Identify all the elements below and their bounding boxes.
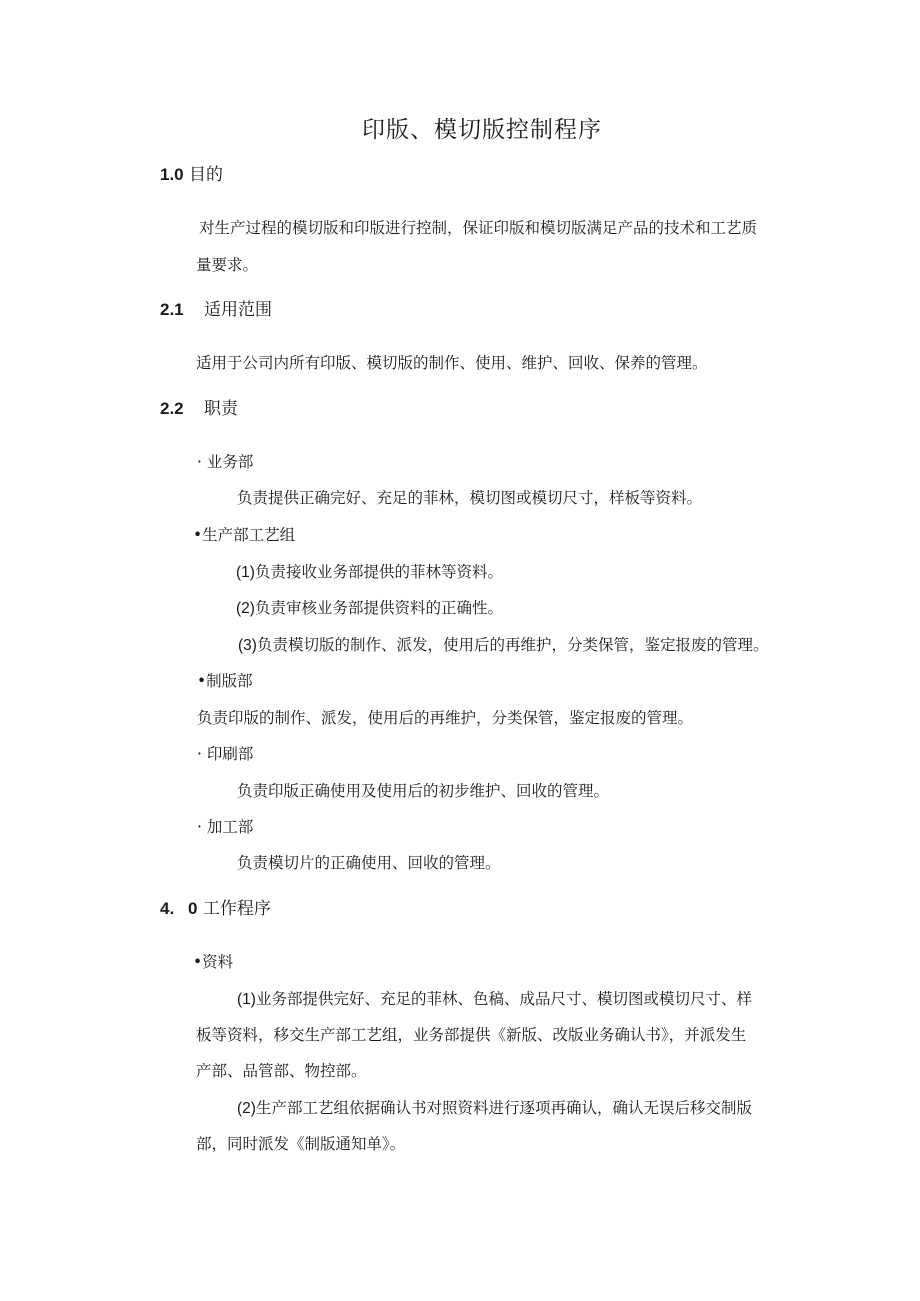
section-heading-duties bbox=[160, 394, 238, 419]
item-text: 业务部提供完好、充足的菲林、色稿、成品尺寸、模切图或模切尺寸、样 bbox=[255, 990, 752, 1008]
bullet: • bbox=[193, 953, 203, 971]
dept-name: 加工部 bbox=[206, 818, 254, 836]
duty-line bbox=[236, 560, 503, 582]
section-number: 1.0 bbox=[160, 165, 184, 184]
bullet: · bbox=[197, 745, 202, 763]
paragraph-line: 量要求。 bbox=[196, 256, 259, 274]
section-number-sub: 0 bbox=[188, 899, 198, 918]
paragraph-line: 部，同时派发《制版通知单》。 bbox=[196, 1135, 406, 1153]
duty-line: 负责模切片的正确使用、回收的管理。 bbox=[237, 854, 501, 872]
section-title: 适用范围 bbox=[204, 300, 272, 320]
paragraph-line: 板等资料，移交生产部工艺组，业务部提供《新版、改版业务确认书》，并派发生 bbox=[196, 1026, 747, 1044]
bullet: · bbox=[197, 453, 202, 471]
duty-line bbox=[236, 596, 503, 618]
dept-heading bbox=[197, 450, 253, 472]
paragraph-line bbox=[237, 987, 752, 1009]
dept-name: 制版部 bbox=[206, 672, 253, 690]
section-number: 2.1 bbox=[160, 300, 184, 319]
item-number: (3) bbox=[238, 637, 257, 654]
bullet: • bbox=[193, 526, 203, 544]
dept-name: 业务部 bbox=[206, 453, 254, 471]
item-text: 负责模切版的制作、派发，使用后的再维护，分类保管，鉴定报废的管理。 bbox=[256, 636, 769, 654]
duty-line: 负责印版正确使用及使用后的初步维护、回收的管理。 bbox=[237, 782, 610, 800]
item-number: (2) bbox=[237, 1100, 256, 1117]
item-text: 生产部工艺组依据确认书对照资料进行逐项再确认，确认无误后移交制版 bbox=[255, 1099, 752, 1117]
dept-name: 生产部工艺组 bbox=[202, 526, 296, 544]
dept-heading bbox=[197, 669, 253, 691]
paragraph-line: 适用于公司内所有印版、模切版的制作、使用、维护、回收、保养的管理。 bbox=[196, 354, 708, 372]
section-number: 2.2 bbox=[160, 399, 184, 418]
dept-name: 印刷部 bbox=[206, 745, 254, 763]
bullet: · bbox=[197, 818, 202, 836]
section-heading-purpose bbox=[160, 160, 223, 185]
item-number: (1) bbox=[237, 991, 256, 1008]
section-heading-scope bbox=[160, 295, 272, 320]
item-number: (1) bbox=[236, 564, 255, 581]
section-number: 4. bbox=[160, 899, 175, 918]
sub-heading bbox=[193, 950, 233, 972]
paragraph-line: 产部、品管部、物控部。 bbox=[196, 1062, 367, 1080]
section-title: 目的 bbox=[189, 165, 224, 185]
section-heading-procedure bbox=[160, 894, 271, 919]
paragraph-line: 对生产过程的模切版和印版进行控制，保证印版和模切版满足产品的技术和工艺质 bbox=[199, 219, 758, 237]
sub-title: 资料 bbox=[202, 953, 234, 971]
section-title: 工作程序 bbox=[202, 899, 271, 919]
dept-heading bbox=[193, 523, 295, 545]
duty-line: 负责印版的制作、派发，使用后的再维护，分类保管，鉴定报废的管理。 bbox=[197, 709, 694, 727]
bullet: • bbox=[197, 672, 207, 690]
item-text: 负责审核业务部提供资料的正确性。 bbox=[254, 599, 503, 617]
paragraph-line bbox=[237, 1096, 752, 1118]
dept-heading bbox=[197, 742, 253, 764]
item-text: 负责接收业务部提供的菲林等资料。 bbox=[254, 563, 503, 581]
item-number: (2) bbox=[236, 600, 255, 617]
duty-line bbox=[238, 633, 768, 655]
page-title: 印版、模切版控制程序 bbox=[362, 117, 602, 143]
duty-line: 负责提供正确完好、充足的菲林，模切图或模切尺寸，样板等资料。 bbox=[237, 489, 703, 507]
dept-heading bbox=[197, 815, 253, 837]
section-title: 职责 bbox=[204, 399, 238, 419]
